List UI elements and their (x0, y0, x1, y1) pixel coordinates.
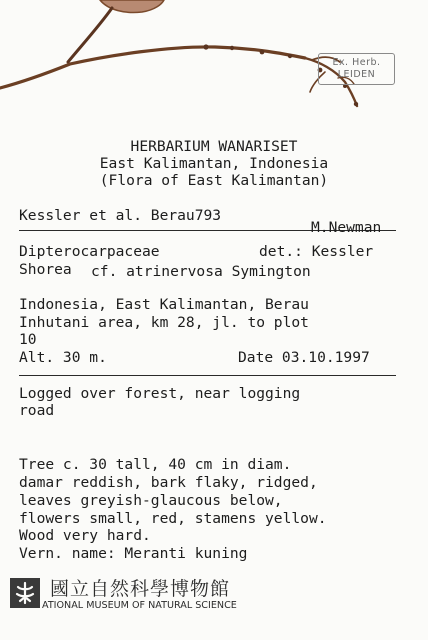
determiner-name: M.Newman (311, 219, 382, 236)
altitude: Alt. 30 m. (19, 349, 107, 366)
family-name: Dipterocarpaceae (19, 243, 160, 260)
museum-logo-icon (10, 578, 40, 608)
herbarium-title: HERBARIUM WANARISET (130, 138, 298, 155)
collection-date: Date 03.10.1997 (238, 349, 370, 366)
herbarium-flora: (Flora of East Kalimantan) (99, 172, 329, 189)
institution-name-en: ATIONAL MUSEUM OF NATURAL SCIENCE (42, 600, 237, 611)
description-line: flowers small, red, stamens yellow. (19, 510, 327, 527)
habitat-line-1: Logged over forest, near logging (19, 385, 301, 402)
description-line: damar reddish, bark flaky, ridged, (19, 474, 318, 491)
locality-line-3: 10 (19, 331, 37, 348)
institution-footer (10, 578, 310, 614)
locality-line-1: Indonesia, East Kalimantan, Berau (19, 296, 309, 313)
herbarium-region: East Kalimantan, Indonesia (99, 155, 329, 172)
stamp-line-2: LEIDEN (337, 69, 376, 80)
locality-line-2: Inhutani area, km 28, jl. to plot (19, 314, 309, 331)
description-line: Wood very hard. (19, 527, 151, 544)
habitat-line-2: road (19, 402, 55, 419)
species-name: cf. atrinervosa Symington (91, 263, 311, 280)
institution-name-zh: 國立自然科學博物館 (50, 578, 231, 600)
divider-locality (19, 375, 396, 376)
description-line: leaves greyish-glaucous below, (19, 492, 283, 509)
description-line: Tree c. 30 tall, 40 cm in diam. (19, 456, 292, 473)
determination: det.: Kessler (259, 243, 374, 260)
genus-name: Shorea (19, 261, 72, 278)
vernacular-name: Vern. name: Meranti kuning (19, 545, 248, 562)
collector-name: Kessler et al. Berau793 (19, 207, 222, 224)
stamp-line-1: Ex. Herb. (332, 57, 381, 68)
